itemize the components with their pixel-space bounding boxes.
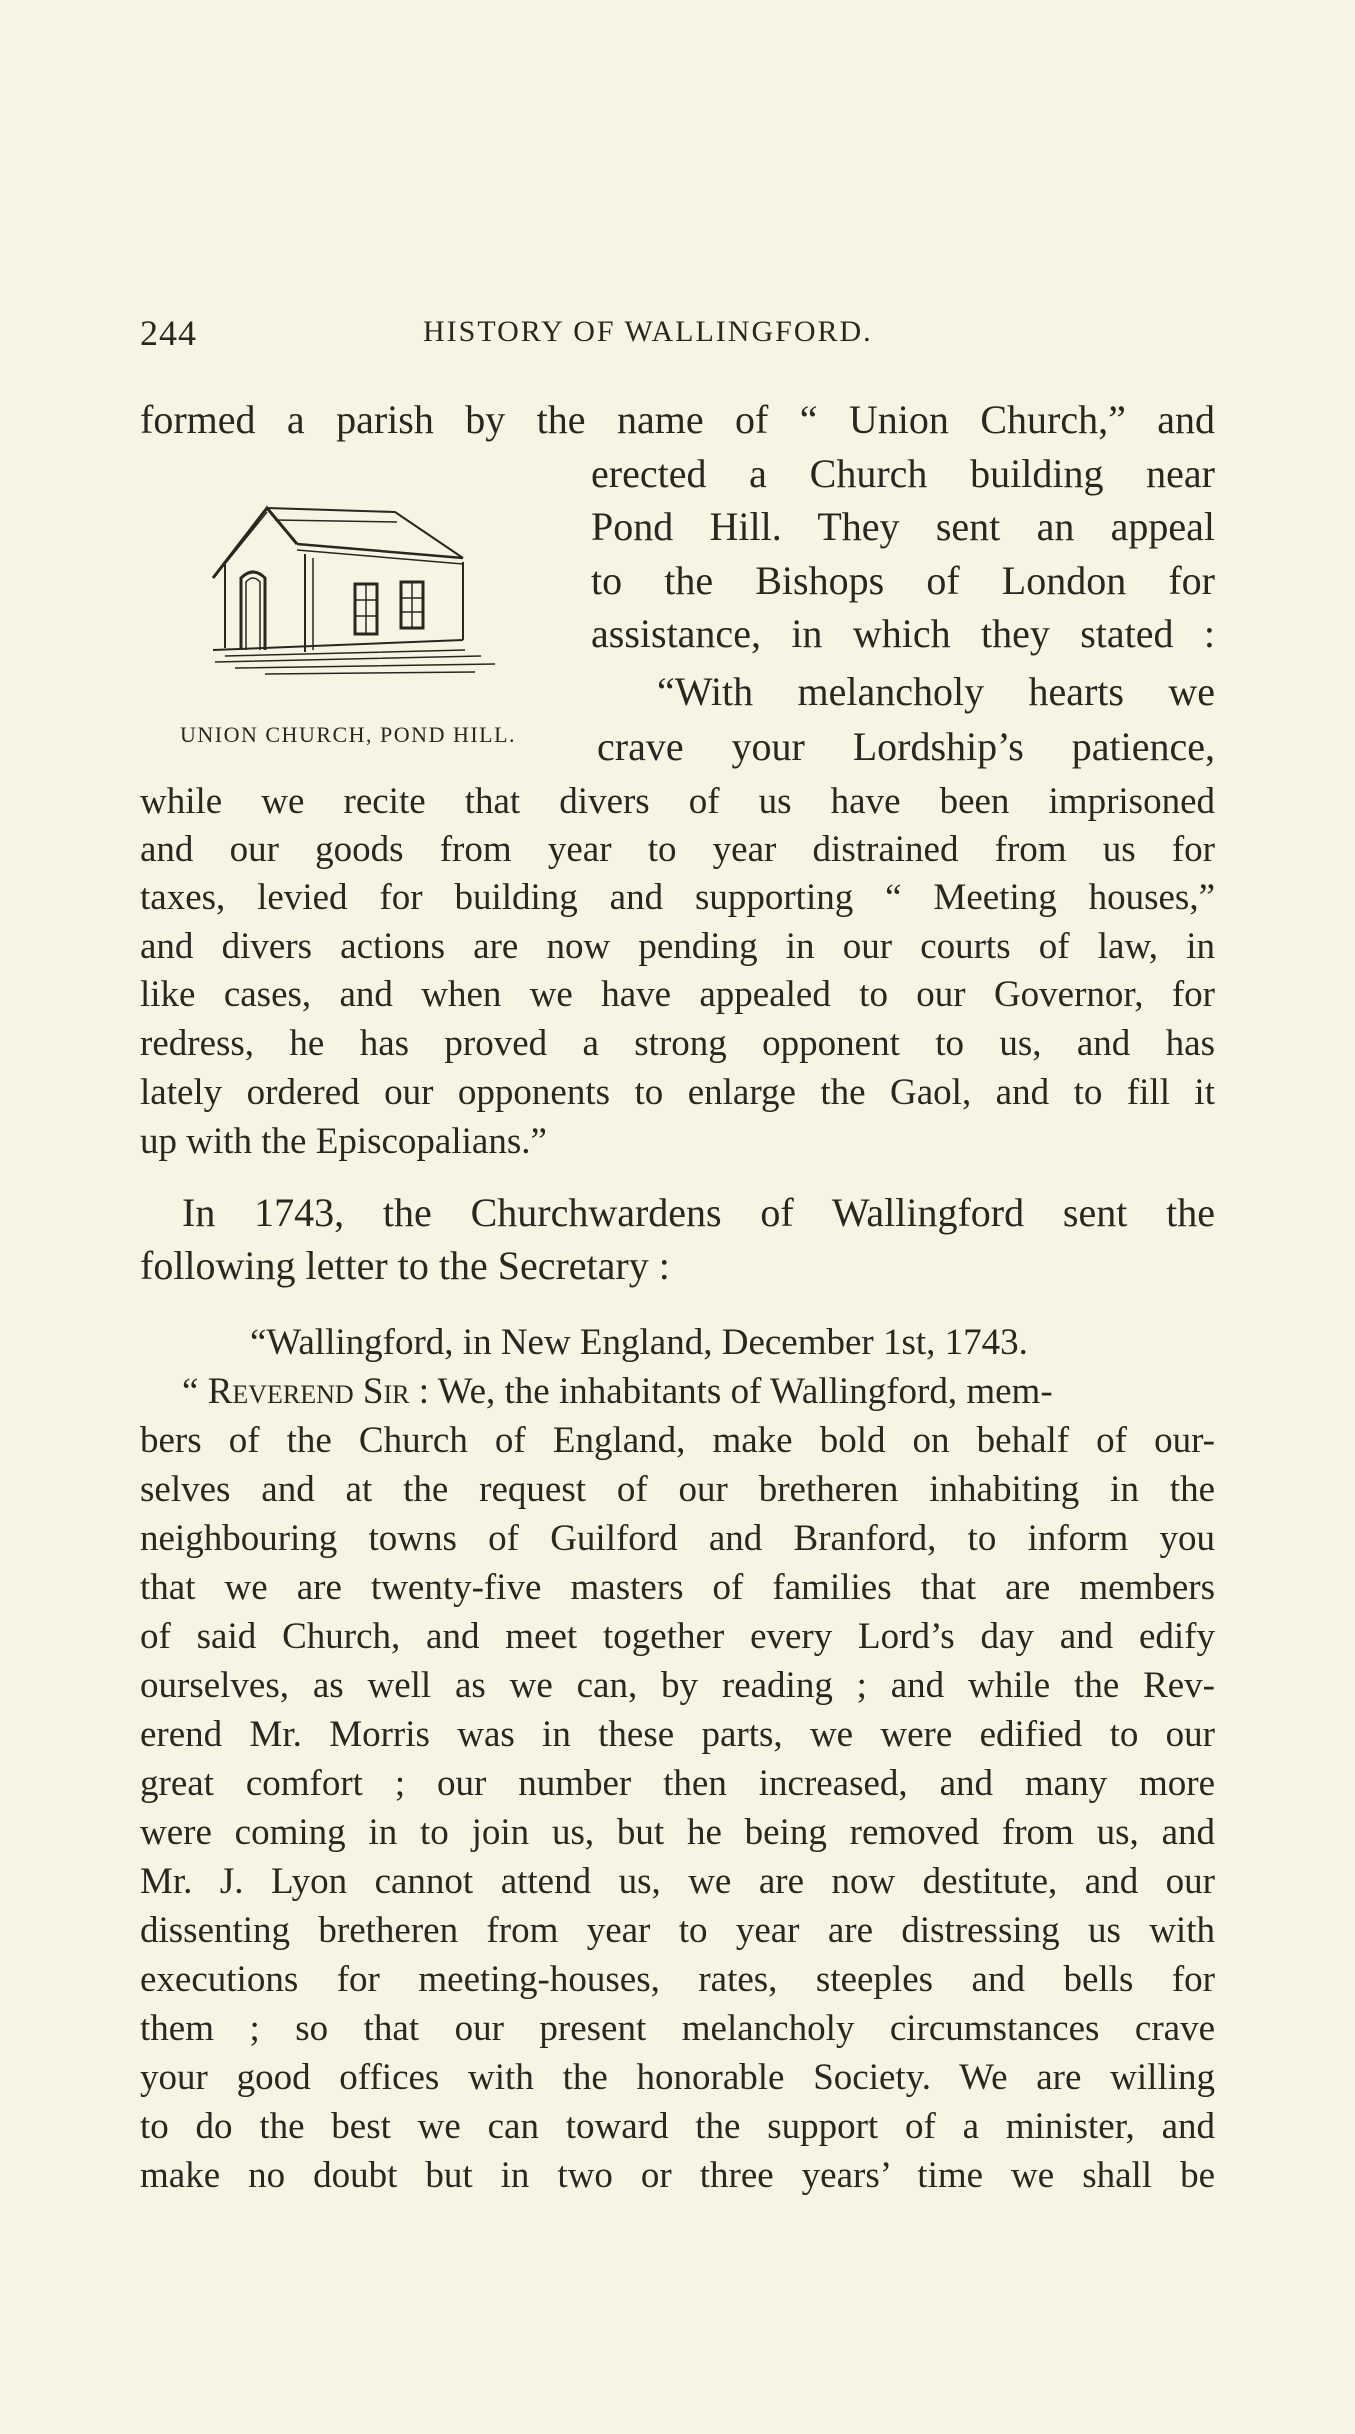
figure-caption: UNION CHURCH, POND HILL. — [180, 722, 517, 747]
text-line: and divers actions are now pending in our courts of law, in — [140, 926, 1215, 967]
text-line: formed a parish by the name of “ Union Church,” and — [140, 397, 1215, 442]
text-line: crave your Lordship’s patience, — [597, 724, 1215, 769]
text-line: to do the best we can toward the support of a minister, and — [140, 2106, 1215, 2147]
quote-mark: “ — [182, 1371, 208, 1412]
text-line: them ; so that our present melancholy circumstances crave — [140, 2008, 1215, 2049]
text-line: erected a Church building near — [591, 451, 1215, 496]
text-line: while we recite that divers of us have been imprisoned — [140, 781, 1215, 822]
text-line: erend Mr. Morris was in these parts, we were edified to our — [140, 1714, 1215, 1755]
text-line: following letter to the Secretary : — [140, 1243, 670, 1288]
text-line: “With melancholy hearts we — [657, 669, 1215, 714]
text-line: and our goods from year to year distrained from us for — [140, 829, 1215, 870]
text-line: Pond Hill. They sent an appeal — [591, 504, 1215, 549]
text-line: like cases, and when we have appealed to our Governor, for — [140, 974, 1215, 1015]
text-line: : We, the inhabitants of Wallingford, mem- — [409, 1371, 1053, 1412]
letter-salutation: Reverend Sir — [207, 1371, 410, 1412]
church-illustration — [205, 500, 495, 690]
text-line: make no doubt but in two or three years’ time we shall be — [140, 2155, 1215, 2196]
page-number: 244 — [140, 313, 197, 353]
text-line: taxes, levied for building and supporting “ Meeting houses,” — [140, 877, 1215, 918]
text-line: redress, he has proved a strong opponent to us, and has — [140, 1023, 1215, 1064]
text-line: that we are twenty-five masters of families that are members — [140, 1567, 1215, 1608]
page-header — [140, 312, 1215, 362]
text-line: assistance, in which they stated : — [591, 611, 1215, 656]
text-line: executions for meeting-houses, rates, steeples and bells for — [140, 1959, 1215, 2000]
text-line: your good offices with the honorable Society. We are willing — [140, 2057, 1215, 2098]
text-line: up with the Episcopalians.” — [140, 1121, 547, 1162]
text-line: In 1743, the Churchwardens of Wallingford sent the — [182, 1190, 1215, 1235]
text-line: selves and at the request of our bretheren inhabiting in the — [140, 1469, 1215, 1510]
text-line: of said Church, and meet together every Lord’s day and edify — [140, 1616, 1215, 1657]
text-line: were coming in to join us, but he being removed from us, and — [140, 1812, 1215, 1853]
text-line: Mr. J. Lyon cannot attend us, we are now destitute, and our — [140, 1861, 1215, 1902]
text-line: neighbouring towns of Guilford and Branford, to inform you — [140, 1518, 1215, 1559]
running-head: HISTORY OF WALLINGFORD. — [423, 315, 873, 348]
text-line: ourselves, as well as we can, by reading ; and while the Rev- — [140, 1665, 1215, 1706]
text-line: dissenting bretheren from year to year are distressing us with — [140, 1910, 1215, 1951]
text-line: bers of the Church of England, make bold on behalf of our- — [140, 1420, 1215, 1461]
letter-first-line — [182, 1368, 1053, 1416]
letter-dateline: “Wallingford, in New England, December 1st, 1743. — [250, 1322, 1028, 1363]
text-line: to the Bishops of London for — [591, 558, 1215, 603]
text-line: lately ordered our opponents to enlarge the Gaol, and to fill it — [140, 1072, 1215, 1113]
text-line: great comfort ; our number then increased, and many more — [140, 1763, 1215, 1804]
